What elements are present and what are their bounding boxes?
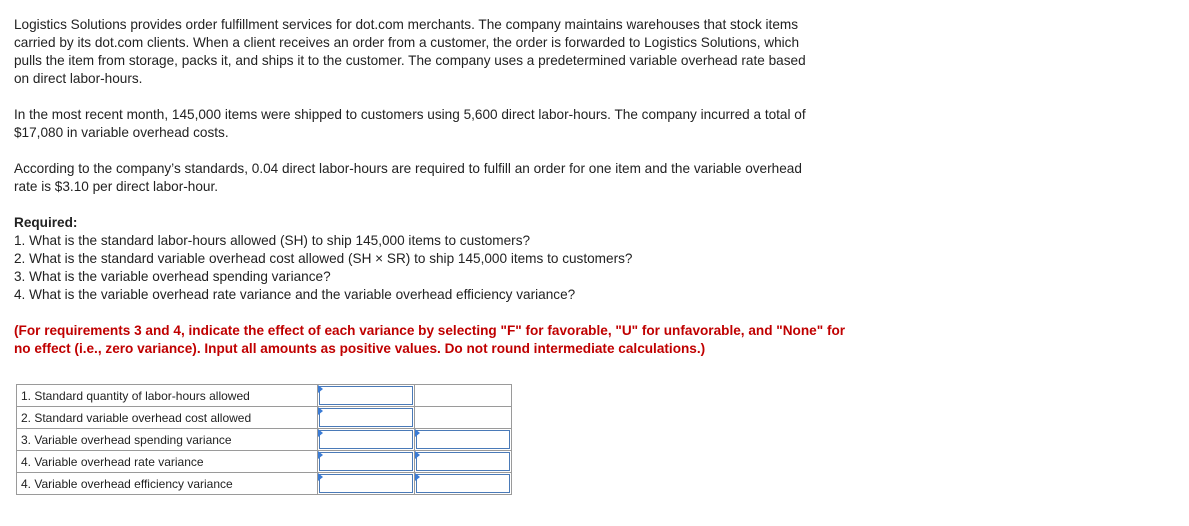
dropdown-marker-icon — [415, 451, 420, 459]
table-row — [17, 473, 512, 495]
effect-dropdown[interactable] — [416, 452, 510, 471]
intro-line: carried by its dot.com clients. When a client receives an order from a customer, the order is forwarded to Logistics Solutions, which — [14, 35, 800, 50]
intro-line: In the most recent month, 145,000 items were shipped to customers using 5,600 direct labor-hours. The company incurred a total of — [14, 107, 806, 122]
amount-cell[interactable] — [318, 429, 415, 451]
input-marker-icon — [318, 407, 323, 415]
instruction-line: (For requirements 3 and 4, indicate the effect of each variance by selecting "F" for favorable, "U" for unfavorable, and "None" for — [14, 323, 846, 338]
empty-cell — [415, 407, 512, 429]
input-marker-icon — [318, 429, 323, 437]
question-4: 4. What is the variable overhead rate variance and the variable overhead efficiency variance? — [14, 287, 576, 302]
amount-input[interactable] — [319, 452, 413, 471]
question-3: 3. What is the variable overhead spending variance? — [14, 269, 331, 284]
amount-cell[interactable] — [318, 451, 415, 473]
instructions — [14, 322, 954, 358]
intro-line: rate is $3.10 per direct labor-hour. — [14, 179, 219, 194]
amount-input[interactable] — [319, 408, 413, 427]
table-row — [17, 451, 512, 473]
input-marker-icon — [318, 451, 323, 459]
intro-line: pulls the item from storage, packs it, and ships it to the customer. The company uses a predetermined variable overhead rate based — [14, 53, 806, 68]
amount-input[interactable] — [319, 474, 413, 493]
intro-line: According to the company’s standards, 0.04 direct labor-hours are required to fulfill an order for one item and the variable overhead — [14, 161, 802, 176]
table-row — [17, 385, 512, 407]
amount-cell[interactable] — [318, 385, 415, 407]
effect-cell[interactable] — [415, 451, 512, 473]
effect-cell[interactable] — [415, 429, 512, 451]
instruction-line: no effect (i.e., zero variance). Input all amounts as positive values. Do not round intermediate calculations.) — [14, 341, 706, 356]
table-row — [17, 429, 512, 451]
intro-line: on direct labor-hours. — [14, 71, 143, 86]
amount-input[interactable] — [319, 386, 413, 405]
problem-content — [14, 16, 954, 358]
answer-table — [16, 384, 512, 495]
effect-cell[interactable] — [415, 473, 512, 495]
input-marker-icon — [318, 473, 323, 481]
amount-input[interactable] — [319, 430, 413, 449]
intro-paragraph-2 — [14, 106, 954, 142]
row-label: 4. Variable overhead rate variance — [17, 451, 318, 473]
dropdown-marker-icon — [415, 473, 420, 481]
intro-paragraph-3 — [14, 160, 954, 196]
empty-cell — [415, 385, 512, 407]
intro-line: $17,080 in variable overhead costs. — [14, 125, 229, 140]
required-title: Required: — [14, 215, 78, 230]
row-label: 2. Standard variable overhead cost allowed — [17, 407, 318, 429]
question-2: 2. What is the standard variable overhead cost allowed (SH × SR) to ship 145,000 items to customers? — [14, 251, 633, 266]
intro-paragraph-1 — [14, 16, 954, 88]
effect-dropdown[interactable] — [416, 430, 510, 449]
amount-cell[interactable] — [318, 407, 415, 429]
table-row — [17, 407, 512, 429]
question-1: 1. What is the standard labor-hours allowed (SH) to ship 145,000 items to customers? — [14, 233, 531, 248]
input-marker-icon — [318, 385, 323, 393]
amount-cell[interactable] — [318, 473, 415, 495]
row-label: 4. Variable overhead efficiency variance — [17, 473, 318, 495]
effect-dropdown[interactable] — [416, 474, 510, 493]
row-label: 1. Standard quantity of labor-hours allowed — [17, 385, 318, 407]
required-section — [14, 214, 954, 304]
row-label: 3. Variable overhead spending variance — [17, 429, 318, 451]
intro-line: Logistics Solutions provides order fulfillment services for dot.com merchants. The company maintains warehouses that stock items — [14, 17, 798, 32]
dropdown-marker-icon — [415, 429, 420, 437]
